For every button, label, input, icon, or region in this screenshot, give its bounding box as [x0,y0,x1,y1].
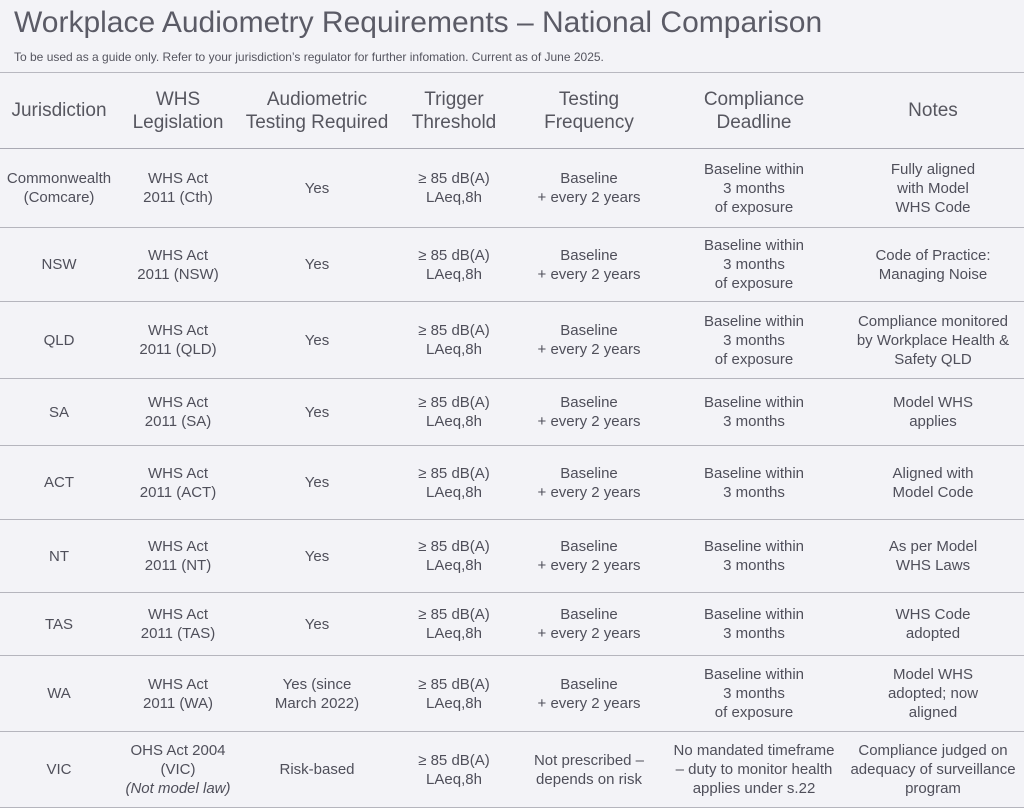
cell-line: ≥ 85 dB(A) [418,322,490,339]
table-row [0,379,1024,446]
cell-line: WHS Code [895,198,971,216]
cell-line: TAS [44,615,74,633]
cell-frequency [512,228,666,302]
cell-line: Baseline within [703,160,805,178]
cell-line: 3 months [723,413,785,430]
cell-testing [238,593,396,656]
cell-deadline [666,302,842,379]
cell-jurisdiction [0,446,118,520]
cell-line: (Comcare) [23,189,95,206]
cell-line: Code of Practice: [875,246,991,264]
cell-frequency [512,149,666,228]
cell-line: Model WHS [892,394,974,411]
cell-line: 2011 (NSW) [137,265,219,283]
cell-line: of exposure [714,198,794,216]
cell-line: LAeq,8h [426,189,482,206]
cell-line: Baseline [560,538,618,555]
cell-line: Yes [304,179,330,197]
cell-testing [238,446,396,520]
cell-frequency [512,732,666,808]
cell-frequency [512,302,666,379]
header-legislation: WHS Legislation [118,73,238,149]
cell-line: Baseline [560,394,618,411]
cell-line: March 2022) [274,694,360,712]
cell-line: 2011 (Cth) [143,189,213,206]
cell-line: WHS Act [147,675,208,693]
cell-line: depends on risk [536,770,642,788]
cell-line: + every 2 years [537,694,641,712]
cell-testing [238,379,396,446]
cell-testing [238,228,396,302]
cell-line: LAeq,8h [426,413,482,430]
cell-line: program [905,780,961,797]
cell-line: LAeq,8h [426,265,482,283]
cell-line: Not prescribed – [533,751,645,769]
cell-deadline [666,149,842,228]
cell-line: + every 2 years [537,483,641,501]
cell-line: 2011 (TAS) [140,625,216,642]
cell-line: aligned [908,704,958,721]
cell-line: 3 months [723,557,785,574]
cell-line: ≥ 85 dB(A) [418,538,490,555]
cell-line: Yes [304,547,330,565]
cell-jurisdiction [0,302,118,379]
cell-line: Model Code [892,483,974,501]
cell-line: SA [48,403,69,421]
cell-line: 2011 (SA) [144,413,212,430]
cell-line: + every 2 years [537,189,641,206]
cell-line: Yes [304,474,330,491]
cell-line: WHS Act [147,538,208,555]
cell-line: Baseline [560,606,618,623]
cell-line: 2011 (ACT) [139,483,217,501]
cell-frequency [512,656,666,732]
cell-line: applies [909,413,957,430]
header-compliance-deadline: Compliance Deadline [666,73,842,149]
cell-line: Baseline within [703,237,805,254]
cell-line: Baseline within [703,312,805,330]
header-trigger-threshold: Trigger Threshold [396,73,512,149]
cell-line: WHS Act [147,170,208,187]
cell-notes [842,379,1024,446]
cell-notes [842,520,1024,593]
cell-line: applies under s.22 [692,780,816,797]
cell-line: ≥ 85 dB(A) [418,606,490,623]
cell-threshold [396,228,512,302]
cell-line: ≥ 85 dB(A) [418,464,490,482]
cell-line: NSW [41,256,77,273]
cell-line: Yes [304,615,330,633]
cell-jurisdiction [0,593,118,656]
cell-threshold [396,446,512,520]
cell-legislation [118,446,238,520]
cell-testing [238,520,396,593]
cell-line: 3 months [723,179,785,197]
cell-legislation [118,149,238,228]
cell-notes [842,593,1024,656]
cell-line: Model WHS [892,666,974,683]
cell-deadline [666,379,842,446]
cell-line: Baseline [560,170,618,187]
cell-line: OHS Act 2004 (VIC) [130,742,226,778]
cell-threshold [396,656,512,732]
cell-line: NT [49,547,69,565]
cell-threshold [396,302,512,379]
cell-line: Commonwealth [6,170,112,187]
cell-legislation [118,656,238,732]
cell-jurisdiction [0,520,118,593]
cell-legislation [118,732,238,808]
page-title: Workplace Audiometry Requirements – National Comparison [14,6,823,39]
cell-line: 3 months [723,625,785,642]
cell-notes [842,302,1024,379]
cell-deadline [666,732,842,808]
cell-jurisdiction [0,379,118,446]
cell-line: LAeq,8h [426,341,482,358]
cell-line: 3 months [723,331,785,349]
cell-line: Yes [304,403,330,421]
cell-line: Managing Noise [878,265,988,283]
cell-jurisdiction [0,149,118,228]
table-row [0,149,1024,228]
cell-line: + every 2 years [537,413,641,430]
table-row [0,732,1024,808]
cell-legislation [118,520,238,593]
cell-line: Yes (since [282,675,352,693]
page-subtitle: To be used as a guide only. Refer to your jurisdiction’s regulator for further infomation. Current as of June 2025. [14,50,604,64]
cell-line: Baseline within [703,666,805,683]
cell-line: Fully aligned [890,160,976,178]
cell-line: WHS Laws [895,557,971,574]
cell-line: adequacy of surveillance [850,761,1016,778]
cell-line: 2011 (WA) [142,694,214,712]
table-row [0,593,1024,656]
cell-notes [842,446,1024,520]
cell-frequency [512,593,666,656]
cell-notes [842,228,1024,302]
requirements-table [0,72,1024,808]
cell-notes [842,656,1024,732]
cell-jurisdiction [0,732,118,808]
cell-threshold [396,520,512,593]
cell-line: 2011 (QLD) [139,341,217,358]
cell-line: LAeq,8h [426,625,482,642]
cell-line: VIC [46,761,72,778]
cell-deadline [666,520,842,593]
cell-line: by Workplace Health & [856,331,1010,349]
cell-line: Baseline within [703,464,805,482]
cell-deadline [666,446,842,520]
table-row [0,446,1024,520]
header-jurisdiction: Jurisdiction [0,73,118,149]
cell-frequency [512,520,666,593]
cell-line: of exposure [714,350,794,368]
cell-line: Compliance monitored [857,312,1009,330]
cell-notes [842,732,1024,808]
cell-line: Risk-based [279,761,355,778]
cell-line: As per Model [888,538,978,555]
cell-line: adopted [905,625,961,642]
cell-line: ≥ 85 dB(A) [418,751,490,769]
cell-line: + every 2 years [537,625,641,642]
cell-line: LAeq,8h [426,557,482,574]
cell-line: adopted; now [887,685,979,702]
cell-frequency [512,379,666,446]
cell-threshold [396,732,512,808]
cell-line: LAeq,8h [426,770,482,788]
cell-notes [842,149,1024,228]
cell-jurisdiction [0,656,118,732]
cell-line: QLD [43,331,75,349]
cell-threshold [396,149,512,228]
cell-deadline [666,656,842,732]
cell-line: ≥ 85 dB(A) [418,675,490,693]
cell-line: WHS Act [147,464,208,482]
table-row [0,656,1024,732]
cell-line: Baseline [560,675,618,693]
table-row [0,302,1024,379]
cell-line: Compliance judged on [858,742,1008,759]
cell-line: Baseline within [703,538,805,555]
table-row [0,228,1024,302]
cell-threshold [396,379,512,446]
table-row [0,520,1024,593]
cell-testing [238,732,396,808]
cell-line: 3 months [723,685,785,702]
cell-line: LAeq,8h [426,694,482,712]
cell-frequency [512,446,666,520]
cell-line: 2011 (NT) [144,557,212,574]
cell-line: Baseline within [703,394,805,411]
header-testing-frequency: Testing Frequency [512,73,666,149]
cell-line: LAeq,8h [426,483,482,501]
header-notes: Notes [842,73,1024,149]
cell-line: + every 2 years [537,557,641,574]
cell-line: Baseline [560,322,618,339]
cell-testing [238,149,396,228]
cell-line: Baseline [560,246,618,264]
cell-line: No mandated timeframe [673,742,835,759]
cell-testing [238,302,396,379]
cell-line: ≥ 85 dB(A) [418,170,490,187]
cell-legislation [118,228,238,302]
cell-line: Safety QLD [894,350,972,368]
cell-line: WA [47,685,71,702]
cell-line: ≥ 85 dB(A) [418,394,490,411]
cell-line: WHS Act [147,246,208,264]
cell-legislation [118,302,238,379]
cell-line: 3 months [723,256,785,273]
cell-line: Baseline within [703,606,805,623]
cell-line: WHS Act [147,394,208,411]
cell-legislation [118,379,238,446]
cell-line: Baseline [560,464,618,482]
cell-line: Yes [304,256,330,273]
cell-line: Yes [304,331,330,349]
cell-line: – duty to monitor health [675,761,833,778]
cell-line: + every 2 years [537,341,641,358]
cell-line: ACT [44,474,74,491]
cell-line: ≥ 85 dB(A) [418,246,490,264]
header-testing-required: Audiometric Testing Required [238,73,396,149]
cell-line: of exposure [714,275,794,292]
cell-deadline [666,593,842,656]
cell-line: WHS Act [147,322,208,339]
cell-line: WHS Code [895,606,971,623]
cell-deadline [666,228,842,302]
cell-line: + every 2 years [537,265,641,283]
cell-line: with Model [897,179,969,197]
table-header-row [0,73,1024,149]
cell-threshold [396,593,512,656]
cell-line: (Not model law) [125,780,231,797]
cell-line: WHS Act [147,606,208,623]
cell-legislation [118,593,238,656]
cell-jurisdiction [0,228,118,302]
cell-line: 3 months [723,483,785,501]
cell-line: Aligned with [892,464,974,482]
cell-line: of exposure [714,704,794,721]
cell-testing [238,656,396,732]
